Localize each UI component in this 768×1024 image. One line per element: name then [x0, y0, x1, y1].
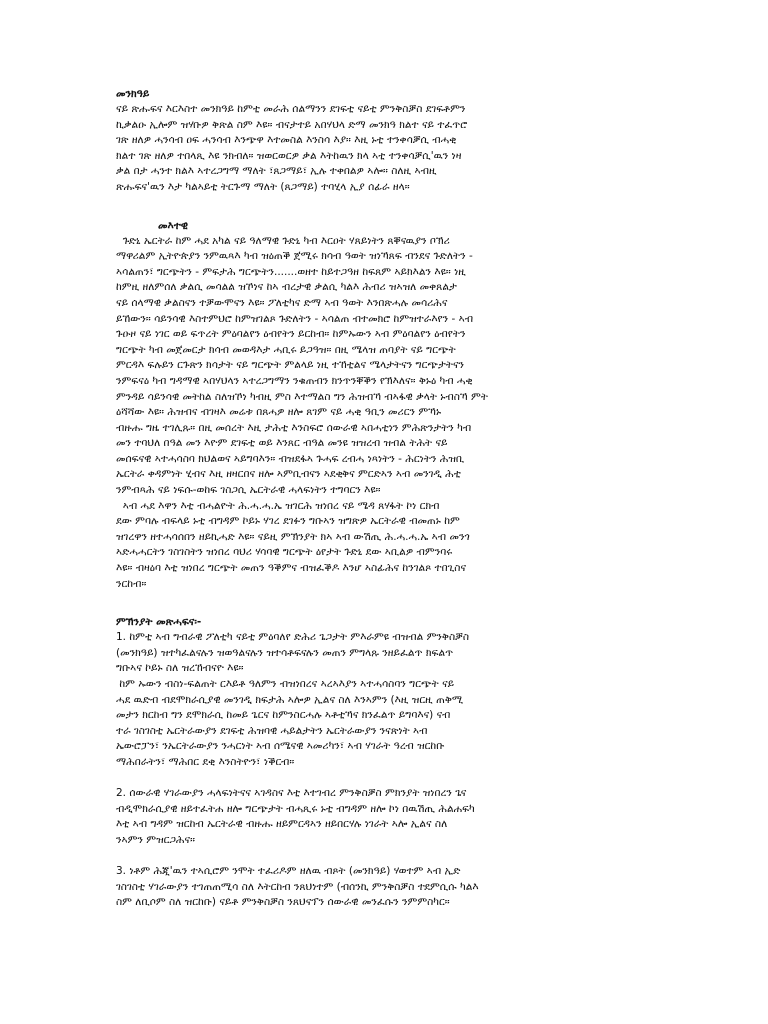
section-introduction: [116, 218, 664, 593]
section-heading-reasons: ምኽንያት መጽሓፍና፡-: [116, 616, 202, 629]
paragraph-reasons-list: 1. ከምቲ ኣብ ግብራዊ ፖለቲካ ናይቲ ምዕባለየ ድሕሪ ጌጋታት ምእራምዩ ብዝብል ምንቅስቓስ (መንክዓይ) ዝተካፈልናሉን ዝወዓልናሉን ዝተሳቶፍናሉን መጠን ምግላጹ ንዘይፈልጥ ክፍልጥ ግቡኣና ኮይኑ ስለ ዝረኸብናዮ እዩ። ከም ኡውን ብስነ-ፍልጠት ርእይቶ ዓለምን ብዝነበረና ኣረኣእያን ኣተሓሳስባን ግርጭት ናይ ሓደ ዉድብ ብደሞክራሲያዊ መንገዲ ክፍታሕ ኣሎዎ ኢልና ስለ እንኣምን (እዚ ዝርዚ ጠቅሚ መታን ክርከብ ግን ደሞክራሲ ከመይ ጌርና ከምንስርሓሉ ኣቶቲኻና ክንፈልጥ ይግባእና) ናብ ተራ ገስገስቲ ኤርትራውያን ደገፍቲ ሕዝባዊ ሓይልታትን ኤርትራውያን ንናጽነት ኣብ ኤውሮፓን፣ ንኤርትራውያን ንሓርነት ኣብ ሰሜናዊ ኣመሪካን፣ ኣብ ሃገራት ዓረብ ዝርከቡ ማሕበራትን፣ ማሕበር ደቂ እንስትዮን፣ ነቕርብ። 2. ሰውራዊ ሃገራውያን ሓላፍነትናና ኣገዳስና እቲ እተገብረ ምንቅስቓስ ምክንያት ዝነበረን ጌና ብዲሞክራሲያዊ ዘይተፈትሐ ዘሎ ግርጭታት ብሓጺሩ ኑቲ ብግዳም ዘሎ ኮነ በዉሽጢ ሕልሐፍካ እቲ ኣብ ግዳም ዝርከብ ኤርትራዊ ብዙሑ ዘይምርዳኣን ዘይበርሃሉ ነገራት ኣሎ ኢልና ስለ ንኣምን ምዝርጋሕና። 3. ነቶም ሕጂ'ዉን ተኣሲሮም ንሞት ተፈሪዶም ዘለዉ ብጾት (መንክዓይ) ሃወተም ኣብ ኢድ ገስገስቲ ሃገራውያን ተገጠጠሚሳ ስለ እትርከብ ንጸህነተም (ብሰንኪ ምንቅስቓስ ተደምሲሱ ካልእ ስም ለቢሶም ስለ ዝርከቡ) ናይቶ ምንቅስቓስ ንጸህናፕን ሰውራዊ መንፈሱን ንምምስካር።: [116, 631, 479, 909]
section-reasons: [116, 614, 664, 911]
paragraph-introduction-body: ጉድኒ ኤርትራ ከም ሓደ አካል ናይ ዓለማዊ ጉድኒ ካብ እርዐት ሃጸይነትን ጸቐናዉያን ቦኽሪ ማዋሪልም ኢትዮጵያን ንምዉጻእ ካብ ዝዕጠቕ ጀሚሩ ክሳብ ዓወት ዝነኻጸፍ ብንደና ጉድለትን - ኣሳልጠን፣ ግርጭትን - ምፍታሕ ግርጭትን.......ወዘተ ከይተጋዓዘ ከፍጸም ኣይክእልን እዩ። ነዚ ከምዚ ዘለምሰለ ቃልሲ መሳልል ዝኾነና ከኣ ብረታዊ ቃልሲ ካልእ ሕብሪ ዝኣዝለ መቀጸልታ ናይ ሰላማዊ ቃልስናን ተቓውሞናን እዩ። ፖለቲካና ድማ ኣብ ዓወት እንበጽሓሉ መሳሪሕና ይኸውን። ሳይንሳዊ እስተምህሮ ከምዝገልጾ ጉድለትን - ኣሳልጠ ብተመክሮ ከምዝተራእየን - ኣብ ጉዑዞ ናይ ነገር ወይ ፍጥረት ምዕባልየን ዕብየትን ይርከብ። ከምኡውን ኣብ ምዕባልየን ዕብየትን ግርጭት ካብ መጀመርታ ክሳብ መወዳእታ ሓቢሩ ይጋዓዝ። በዚ ሜላዝ ጠባያት ናይ ግርጭት ምርዳእ ፍሉይን ርጉጽን ክሳታት ናይ ግርጭት ምልላይ ነዚ ተኸቲልና ሜላታትናን ግርጭታትናን ንምፍናዕ ካብ ግዳማዊ ኣበሃህላን ኣተረጋግማን ንቁጠብን ክንጥንቐቕን የኽእለና። ቅኑዕ ካብ ሓቂ ምንዳይ ሳይንሳዊ መትከል ስለዝኾነ ካብዚ ምስ እተማልስ ግን ሕዝብኻ ብኣፋዊ ቃላት ኑብስኻ ምት ዕሻሻው እዩ። ሕዝብና ብገዛእ መሬቱ በጸሓዎ ዘሎ ጸገም ናይ ሓቂ ዓቢን መሪርን ምኻኑ ብዙሑ ግዜ ተገሊጹ። በዚ መሰረት እዚ ታሕቲ እንስፍሮ ሰውራዊ ኣበሓቲነን ምሕጽንታትን ካብ መን ተባህለ በዓል መን እዮም ደገፍቲ ወይ እንጸር ብዓል መንዩ ዝዝረብ ዝብል ትሕት ናይ መሰፍናዊ ኣተሓሳስባ ክህልወና ኣይግባእን። ብዝደፋኣ ጉሓፍ ረብሓ ነጻነትን - ሕርነትን ሕዝቢ ኤርትራ ቀዳምነት ሂብና እዚ ዘዛርበና ዘሎ ኣምቢብናን ኣደቂቅና ምርድኣን ኣብ መንገዲ ሕቲ ንምብጻሕ ናይ ነፍሱ-ወከፍ ገስጋሲ ኤርትራዊ ሓላፍነትን ተግባርን እዩ። ኣብ ሓደ እዋን እቲ ብሓልዮት ሕ.ሓ.ሓ.ኤ ዝገርሕ ዝነበረ ናይ ሜዳ ጸሃፋት ኮነ ርክብ ደው ምባሉ ብፍላይ ኑቲ ብግዳም ኮይኑ ሃገረ ደገፉን ግቡኣን ዝግጽዎ ኤርትራዊ ብመጠኑ ከም ዝገረዋን ዘተሓሳሰበን ዘይኪሓድ እዩ። ናይዚ ምኽንያት ክኣ ኣብ ውሽጢ ሕ.ሓ.ሓ.ኤ ኣብ መንጎ ኣድሓሓርትን ገስገስትን ዝነበረ ባህሪ ሃሳባዊ ግርጭት ዕየታት ጉድኒ ደው ኣቢልዎ ብምንባሩ እዩ። ብዛዕባ እቲ ዝነበረ ግርጭት መጠን ዓቕምና ብዝፈቕዶ እንሆ ኣስፊሕና ከንገልጾ ተበጊስና ንርከብ።: [116, 234, 488, 590]
section-heading-mengkaey: መንክዓይ: [116, 88, 150, 100]
section-intro-term: [116, 86, 664, 196]
section-heading-introduction: መእተዊ: [158, 219, 189, 232]
spacer: [116, 592, 664, 614]
spacer: [116, 196, 664, 218]
paragraph-mengkaey-definition: ናይ ጽሑፍና እርእስተ መንክዓይ ከምቲ መራሕ ሰልማንን ደገፍቲ ናይቲ ምንቅስቓስ ደገፍቶምን ኪቃልዑ ኢሎም ዝሃቡዎ ቅጽል ስም እዩ። ብናታተይ አበሃህላ ድማ መንክዓ ክልተ ናይ ተፈጥሮ ገጽ ዘለዎ ሓንሳብ ዐፍ ሓንሳብ እንጭዋ እተመስል እንስሳ እያ። እዚ ኑቲ ተንቀሳቓሲ ብሓቂ ክልተ ገጽ ዘለዎ ተበላጺ እዩ ንክብለ። ዝወርወርዎ ቃል እትከዉን ክላ ኣቲ ተንቀሳቓሲ'ዉን ነዛ ቃል በታ ሓንተ ክልእ ኣተረጋግማ ማለት ፣ጸጋማይ፣ ኢሉ ተቀበልዎ ኣሎ። ስለዚ ኣብዚ ጽሑፍና'ዉን እታ ካልኣይቲ ትርጉማ ማለት (ጸጋማይ) ተባሂላ ኢያ ሰፊራ ዘላ።: [116, 103, 468, 193]
